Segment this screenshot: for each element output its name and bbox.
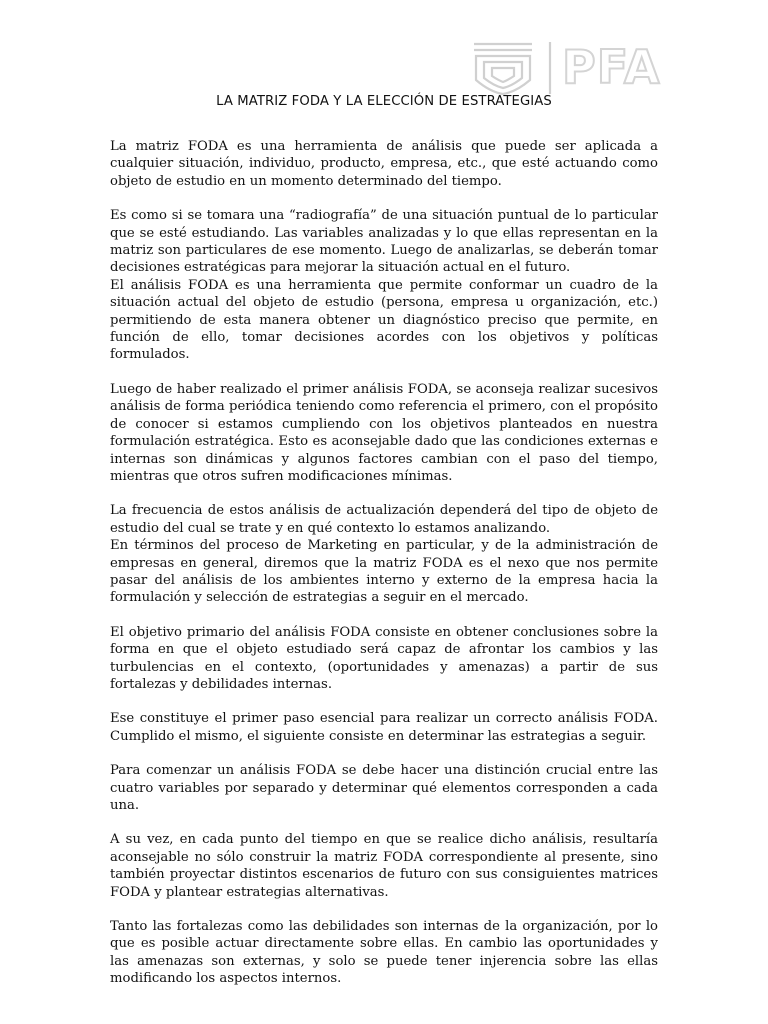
logo-text: PFA xyxy=(562,40,661,94)
paragraph: El análisis FODA es una herramienta que permite conformar un cuadro de la situación actual del objeto de estudio (persona, empresa u organización, etc.) permitiendo de esta manera obtener un diagnóstico preciso que permite, en función de ello, tomar decisiones acordes con los objetivos y políticas formulados. xyxy=(110,277,658,363)
paragraph: En términos del proceso de Marketing en particular, y de la administración de empresas en general, diremos que la matriz FODA es el nexo que nos permite pasar del análisis de los ambientes interno y externo de la empresa hacia la formulación y selección de estrategias a seguir en el mercado. xyxy=(110,538,658,606)
paragraph: El objetivo primario del análisis FODA consiste en obtener conclusiones sobre la forma en que el objeto estudiado será capaz de afrontar los cambios y las turbulencias en el contexto, (oportunidades y amenazas) a partir de sus fortalezas y debilidades internas. xyxy=(110,624,658,692)
paragraph: La frecuencia de estos análisis de actualización dependerá del tipo de objeto de estudio del cual se trate y en qué contexto lo estamos analizando. xyxy=(110,503,658,536)
document-title: LA MATRIZ FODA Y LA ELECCIÓN DE ESTRATEGIAS xyxy=(216,94,552,109)
paragraph: Para comenzar un análisis FODA se debe hacer una distinción crucial entre las cuatro variables por separado y determinar qué elementos corresponden a cada una. xyxy=(110,763,658,813)
paragraph: A su vez, en cada punto del tiempo en que se realice dicho análisis, resultaría aconsejable no sólo construir la matriz FODA correspondiente al presente, sino también proyectar distintos escenarios de futuro con sus consiguientes matrices FODA y plantear estrategias alternativas. xyxy=(110,832,658,900)
paragraph: Luego de haber realizado el primer análisis FODA, se aconseja realizar sucesivos análisis de forma periódica teniendo como referencia el primero, con el propósito de conocer si estamos cumpliendo con los objetivos planteados en nuestra formulación estratégica. Esto es aconsejable dado que las condiciones externas e internas son dinámicas y algunos factores cambian con el paso del tiempo, mientras que otros sufren modificaciones mínimas. xyxy=(110,381,658,484)
document-body xyxy=(110,138,658,1005)
paragraph: Tanto las fortalezas como las debilidades son internas de la organización, por lo que es posible actuar directamente sobre ellas. En cambio las oportunidades y las amenazas son externas, y solo se puede tener injerencia sobre las ellas modificando los aspectos internos. xyxy=(110,919,658,987)
paragraph: Ese constituye el primer paso esencial para realizar un correcto análisis FODA. Cumplido el mismo, el siguiente consiste en determinar las estrategias a seguir. xyxy=(110,711,658,744)
paragraph: La matriz FODA es una herramienta de análisis que puede ser aplicada a cualquier situación, individuo, producto, empresa, etc., que esté actuando como objeto de estudio en un momento determinado del tiempo. xyxy=(110,139,658,189)
paragraph: Es como si se tomara una “radiografía” de una situación puntual de lo particular que se esté estudiando. Las variables analizadas y lo que ellas representan en la matriz son particulares de ese momento. Luego de analizarlas, se deberán tomar decisiones estratégicas para mejorar la situación actual en el futuro. xyxy=(110,208,658,276)
pfa-logo xyxy=(470,40,662,96)
shield-emblem-icon xyxy=(470,40,560,96)
